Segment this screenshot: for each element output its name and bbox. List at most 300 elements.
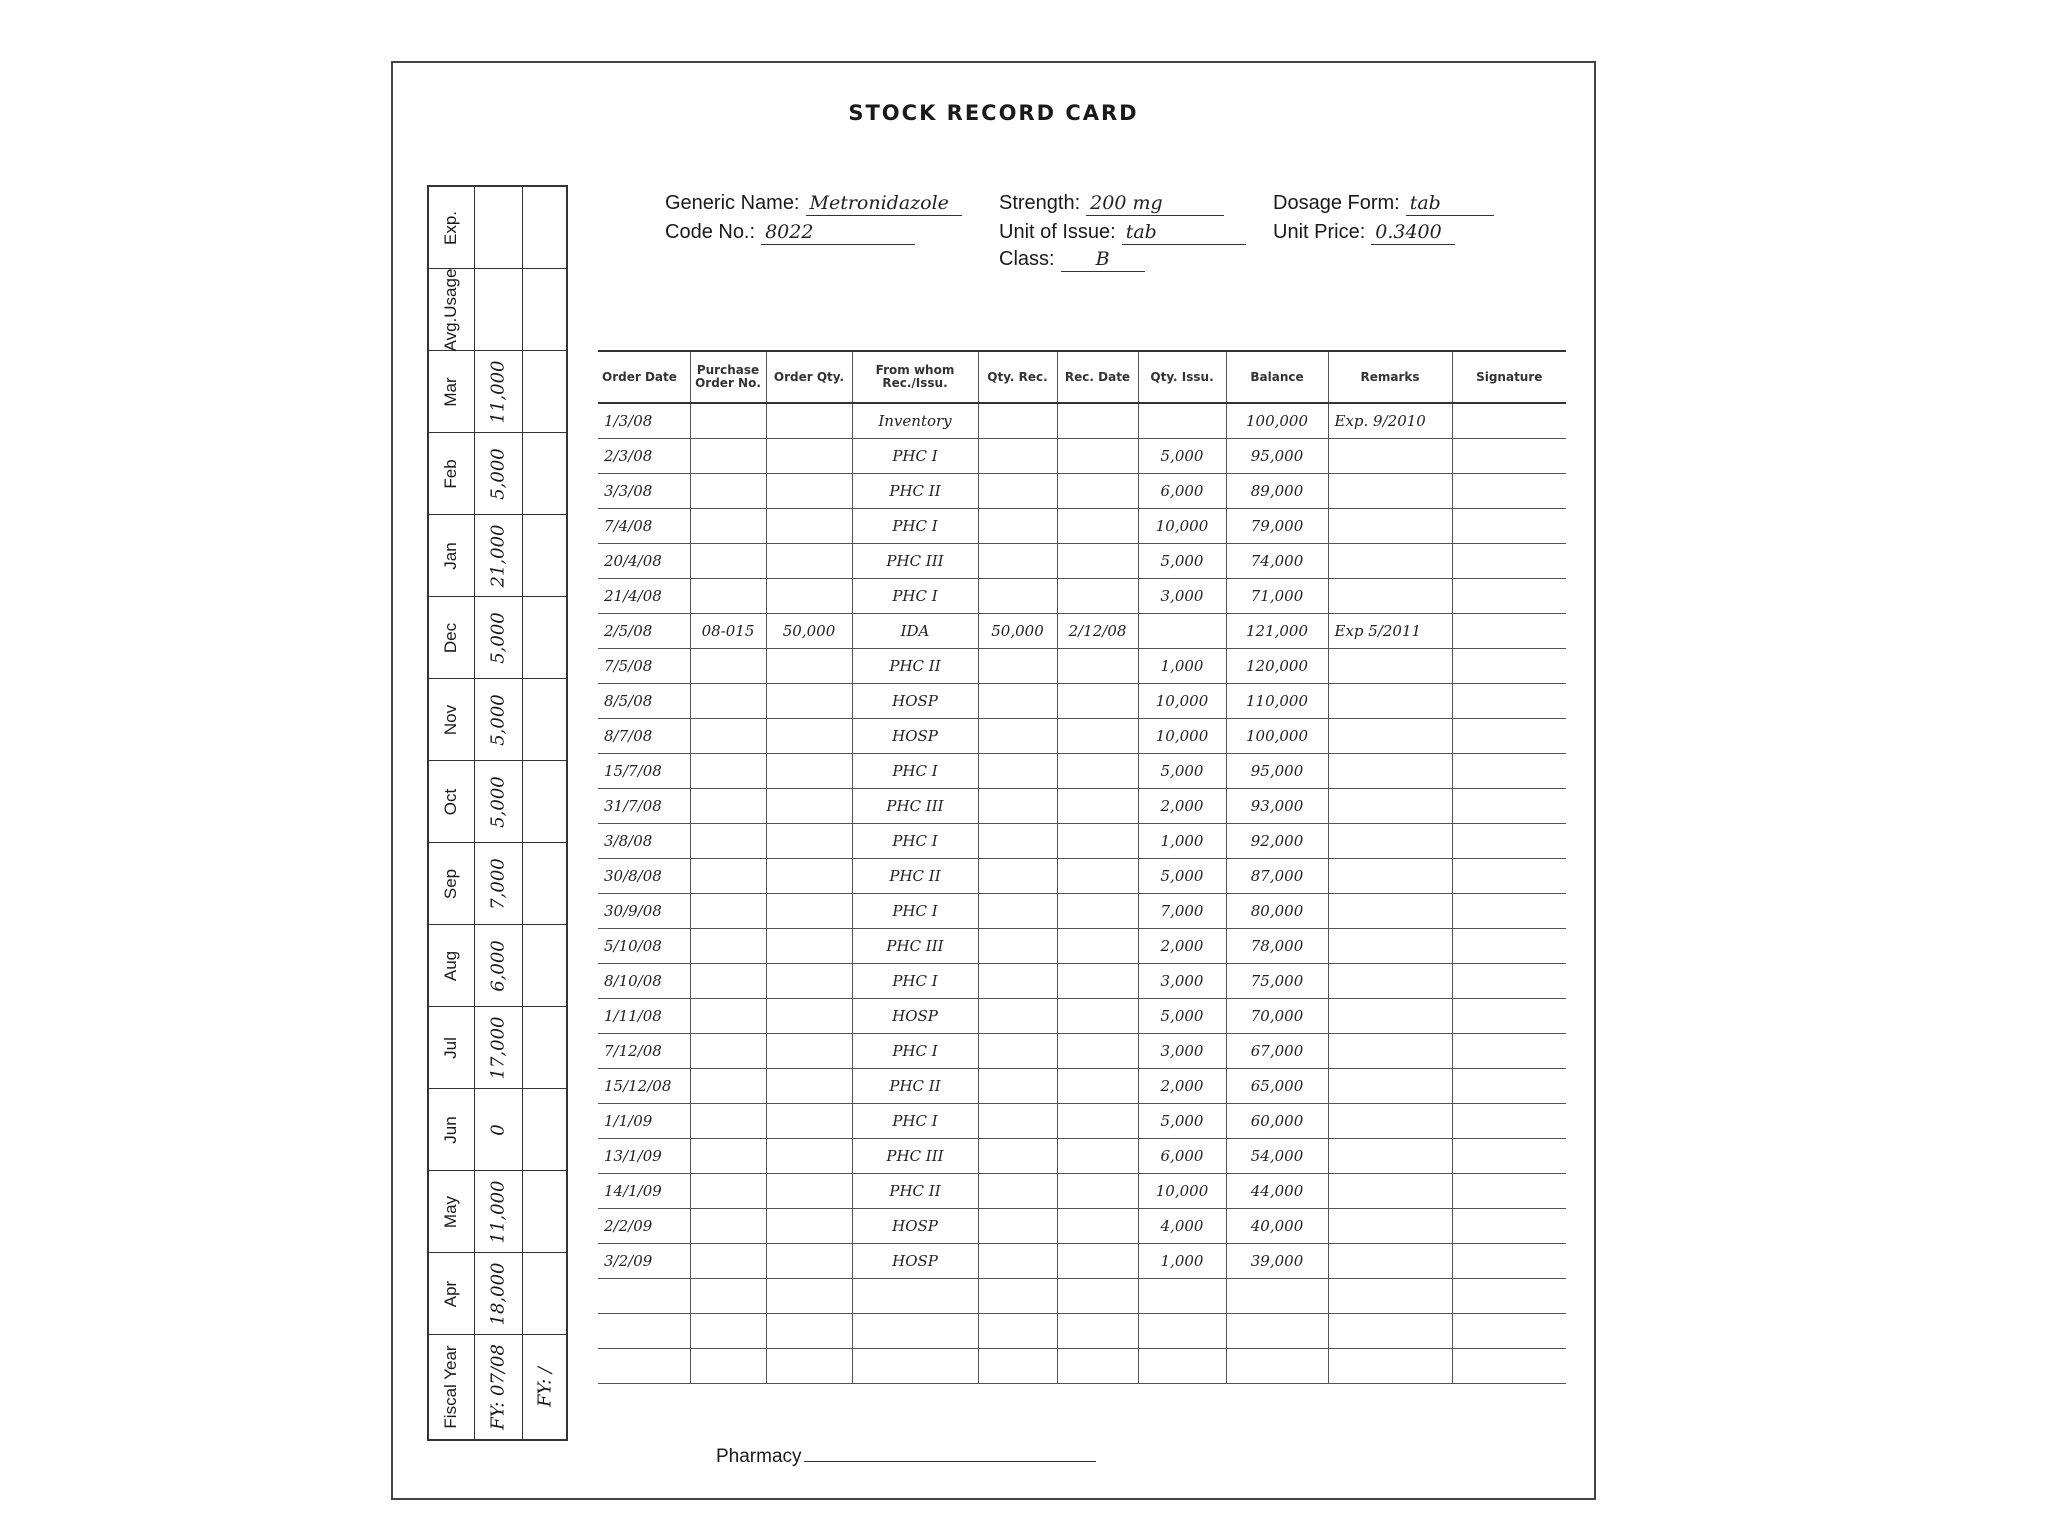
table-cell [1328, 999, 1452, 1034]
table-cell: 2,000 [1138, 929, 1226, 964]
strip-row [429, 1335, 566, 1439]
table-cell [1452, 754, 1566, 789]
table-cell [690, 509, 766, 544]
table-cell [690, 929, 766, 964]
table-cell [1328, 824, 1452, 859]
table-cell: 10,000 [1138, 684, 1226, 719]
strip-row-label: Jul [441, 1036, 460, 1059]
strip-row-value: 5,000 [487, 693, 509, 746]
unit-price-field [1273, 220, 1455, 245]
table-cell [1328, 544, 1452, 579]
table-cell: 2/2/09 [598, 1209, 690, 1244]
strip-row [429, 843, 566, 925]
table-cell: HOSP [852, 999, 978, 1034]
strip-row-value: 17,000 [487, 1016, 509, 1079]
table-row [598, 579, 1566, 614]
table-row [598, 403, 1566, 439]
table-cell [1452, 614, 1566, 649]
table-cell [1452, 859, 1566, 894]
generic-name-label: Generic Name: [665, 192, 800, 214]
table-cell [690, 999, 766, 1034]
table-cell [766, 964, 852, 999]
table-cell: 2,000 [1138, 1069, 1226, 1104]
table-cell [1452, 894, 1566, 929]
table-cell [1328, 1034, 1452, 1069]
code-no-field [665, 220, 915, 245]
table-cell: 1/3/08 [598, 403, 690, 439]
strip-row [429, 761, 566, 843]
strip-row [429, 1089, 566, 1171]
table-row [598, 1349, 1566, 1384]
table-cell: 87,000 [1226, 859, 1328, 894]
table-cell [1452, 474, 1566, 509]
table-cell [598, 1279, 690, 1314]
table-cell [1328, 754, 1452, 789]
table-cell [1057, 859, 1138, 894]
table-row [598, 1104, 1566, 1139]
strip-row [429, 597, 566, 679]
pharmacy-signature-line [804, 1443, 1096, 1462]
table-row [598, 1139, 1566, 1174]
table-cell [978, 1034, 1057, 1069]
table-cell: 60,000 [1226, 1104, 1328, 1139]
table-cell [1452, 1104, 1566, 1139]
table-cell [978, 964, 1057, 999]
table-cell: 3/8/08 [598, 824, 690, 859]
class-field [999, 247, 1145, 272]
table-cell: PHC II [852, 1174, 978, 1209]
dosage-form-label: Dosage Form: [1273, 192, 1400, 214]
table-cell [1452, 1279, 1566, 1314]
table-row [598, 1034, 1566, 1069]
table-cell [766, 789, 852, 824]
table-cell: 5,000 [1138, 754, 1226, 789]
table-cell: 6,000 [1138, 474, 1226, 509]
table-cell [1452, 1174, 1566, 1209]
table-cell [978, 403, 1057, 439]
table-cell [978, 894, 1057, 929]
table-cell: PHC I [852, 824, 978, 859]
column-header: Qty. Issu. [1138, 351, 1226, 403]
table-cell: 3/3/08 [598, 474, 690, 509]
table-cell [1452, 1209, 1566, 1244]
pharmacy-label: Pharmacy [716, 1446, 802, 1467]
dosage-form-value: tab [1406, 191, 1494, 216]
table-cell [1328, 1209, 1452, 1244]
column-header: Signature [1452, 351, 1566, 403]
table-cell [766, 1244, 852, 1279]
table-cell [1328, 1349, 1452, 1384]
table-cell [1057, 929, 1138, 964]
table-cell [766, 1139, 852, 1174]
table-cell: 3,000 [1138, 964, 1226, 999]
table-cell [1057, 1139, 1138, 1174]
table-cell [690, 894, 766, 929]
table-cell [690, 403, 766, 439]
table-cell [978, 1069, 1057, 1104]
ledger-body [598, 403, 1566, 1384]
table-cell: 21/4/08 [598, 579, 690, 614]
table-cell: 92,000 [1226, 824, 1328, 859]
table-cell: 65,000 [1226, 1069, 1328, 1104]
table-cell [978, 684, 1057, 719]
class-value: B [1061, 247, 1145, 272]
table-cell [978, 579, 1057, 614]
table-cell: PHC II [852, 859, 978, 894]
table-cell [1057, 964, 1138, 999]
strip-row-label: Dec [441, 622, 460, 653]
table-cell: 1,000 [1138, 649, 1226, 684]
table-cell [766, 929, 852, 964]
table-cell: 5,000 [1138, 859, 1226, 894]
dosage-form-field [1273, 191, 1494, 216]
table-cell [1057, 824, 1138, 859]
table-row [598, 1244, 1566, 1279]
table-cell: 30/8/08 [598, 859, 690, 894]
table-cell [766, 719, 852, 754]
table-row [598, 474, 1566, 509]
table-cell: 4,000 [1138, 1209, 1226, 1244]
table-cell: 5,000 [1138, 439, 1226, 474]
table-cell: PHC II [852, 1069, 978, 1104]
strip-row [429, 925, 566, 1007]
table-cell [690, 754, 766, 789]
table-row [598, 684, 1566, 719]
table-cell: 2/5/08 [598, 614, 690, 649]
table-row [598, 964, 1566, 999]
table-cell: 89,000 [1226, 474, 1328, 509]
table-cell: 3,000 [1138, 579, 1226, 614]
strip-row-label: Avg.Usage [441, 268, 460, 351]
table-cell: 120,000 [1226, 649, 1328, 684]
class-label: Class: [999, 248, 1055, 270]
table-cell: HOSP [852, 1209, 978, 1244]
table-cell: 20/4/08 [598, 544, 690, 579]
strip-row-label: Jan [441, 541, 460, 570]
table-cell [1328, 789, 1452, 824]
table-cell [978, 439, 1057, 474]
table-cell [978, 789, 1057, 824]
table-cell: 1,000 [1138, 824, 1226, 859]
column-header: Order Qty. [766, 351, 852, 403]
column-header: Rec. Date [1057, 351, 1138, 403]
table-cell: PHC I [852, 754, 978, 789]
table-cell [1452, 544, 1566, 579]
table-cell [690, 1069, 766, 1104]
table-cell [766, 439, 852, 474]
table-cell: 10,000 [1138, 719, 1226, 754]
table-row [598, 894, 1566, 929]
table-cell [1452, 789, 1566, 824]
table-cell: 5,000 [1138, 999, 1226, 1034]
strength-field [999, 191, 1224, 216]
table-cell [1057, 789, 1138, 824]
table-cell: HOSP [852, 1244, 978, 1279]
table-cell [1452, 929, 1566, 964]
table-cell [1452, 719, 1566, 754]
table-cell [1328, 579, 1452, 614]
table-row [598, 719, 1566, 754]
table-cell [1057, 1034, 1138, 1069]
strip-row-value: 21,000 [487, 524, 509, 587]
table-cell [690, 579, 766, 614]
table-cell [978, 999, 1057, 1034]
table-cell [1452, 1139, 1566, 1174]
ledger-header-row [598, 351, 1566, 403]
table-cell [1452, 684, 1566, 719]
table-cell: 70,000 [1226, 999, 1328, 1034]
column-header: Balance [1226, 351, 1328, 403]
table-cell [1057, 403, 1138, 439]
table-cell [690, 474, 766, 509]
strip-row-value: 7,000 [487, 857, 509, 910]
unit-of-issue-label: Unit of Issue: [999, 221, 1116, 243]
strip-row [429, 1007, 566, 1089]
table-row [598, 649, 1566, 684]
table-cell: 15/7/08 [598, 754, 690, 789]
strip-row-label: Apr [441, 1280, 460, 1307]
table-cell [1328, 649, 1452, 684]
strength-label: Strength: [999, 192, 1081, 214]
table-cell: 50,000 [766, 614, 852, 649]
table-cell [690, 1209, 766, 1244]
table-cell [1328, 509, 1452, 544]
table-cell [1328, 1244, 1452, 1279]
strip-row-value: 5,000 [487, 775, 509, 828]
table-cell [978, 754, 1057, 789]
strip-row-label: May [441, 1195, 460, 1228]
table-cell [766, 894, 852, 929]
table-cell: 80,000 [1226, 894, 1328, 929]
table-cell [1057, 649, 1138, 684]
table-row [598, 859, 1566, 894]
table-cell: PHC III [852, 544, 978, 579]
table-cell [690, 439, 766, 474]
table-cell [1057, 1314, 1138, 1349]
table-cell: 44,000 [1226, 1174, 1328, 1209]
table-row [598, 754, 1566, 789]
table-cell: 95,000 [1226, 439, 1328, 474]
column-header: Qty. Rec. [978, 351, 1057, 403]
table-cell [1452, 1069, 1566, 1104]
table-cell [1057, 1244, 1138, 1279]
table-cell [1226, 1314, 1328, 1349]
table-cell: 30/9/08 [598, 894, 690, 929]
strip-row-label: Sep [441, 868, 460, 899]
table-cell: 74,000 [1226, 544, 1328, 579]
strip-row-value-2: FY: / [534, 1367, 556, 1407]
table-cell [1057, 1174, 1138, 1209]
table-cell [690, 964, 766, 999]
table-cell [1057, 474, 1138, 509]
table-cell [690, 859, 766, 894]
strip-row-label: Fiscal Year [441, 1345, 460, 1429]
table-cell [1057, 544, 1138, 579]
table-cell [978, 1279, 1057, 1314]
table-cell [1328, 474, 1452, 509]
table-cell: 31/7/08 [598, 789, 690, 824]
table-cell [690, 789, 766, 824]
table-cell: 93,000 [1226, 789, 1328, 824]
table-cell: PHC I [852, 1104, 978, 1139]
table-cell: PHC I [852, 964, 978, 999]
table-cell: 54,000 [1226, 1139, 1328, 1174]
table-cell: HOSP [852, 684, 978, 719]
table-cell [1057, 1209, 1138, 1244]
table-row [598, 509, 1566, 544]
table-cell: 8/5/08 [598, 684, 690, 719]
table-cell: 6,000 [1138, 1139, 1226, 1174]
table-cell [978, 929, 1057, 964]
code-no-value: 8022 [761, 220, 915, 245]
table-cell [1328, 684, 1452, 719]
table-cell [1138, 1349, 1226, 1384]
table-cell [690, 1174, 766, 1209]
table-cell [766, 403, 852, 439]
table-cell [978, 1139, 1057, 1174]
table-cell [598, 1349, 690, 1384]
table-cell [690, 1244, 766, 1279]
table-cell: 100,000 [1226, 403, 1328, 439]
table-cell: 39,000 [1226, 1244, 1328, 1279]
strip-row-label: Mar [441, 376, 460, 407]
unit-price-value: 0.3400 [1371, 220, 1455, 245]
table-cell [1328, 1139, 1452, 1174]
table-cell [690, 1279, 766, 1314]
strip-row-value: 6,000 [487, 939, 509, 992]
table-cell [978, 859, 1057, 894]
table-cell [978, 1244, 1057, 1279]
table-cell [978, 649, 1057, 684]
table-cell [1057, 1069, 1138, 1104]
table-cell: 110,000 [1226, 684, 1328, 719]
table-row [598, 1279, 1566, 1314]
table-cell [1057, 999, 1138, 1034]
table-cell [1226, 1279, 1328, 1314]
table-cell: 5,000 [1138, 1104, 1226, 1139]
table-cell [598, 1314, 690, 1349]
table-cell: 15/12/08 [598, 1069, 690, 1104]
table-cell [978, 1174, 1057, 1209]
table-row [598, 1209, 1566, 1244]
table-cell: 8/10/08 [598, 964, 690, 999]
table-row [598, 439, 1566, 474]
table-cell [766, 999, 852, 1034]
table-cell: 2,000 [1138, 789, 1226, 824]
table-cell [766, 1069, 852, 1104]
unit-price-label: Unit Price: [1273, 221, 1366, 243]
strip-row [429, 433, 566, 515]
table-row [598, 1314, 1566, 1349]
strip-row-label: Exp. [441, 210, 460, 245]
stock-record-card [391, 61, 1596, 1500]
card-title: STOCK RECORD CARD [848, 101, 1139, 125]
table-cell: 7/4/08 [598, 509, 690, 544]
table-cell [766, 1104, 852, 1139]
strip-row-value: 18,000 [487, 1262, 509, 1325]
table-cell [1138, 1314, 1226, 1349]
table-cell [766, 1174, 852, 1209]
table-cell: PHC I [852, 894, 978, 929]
strip-row-value: 5,000 [487, 447, 509, 500]
table-cell: PHC I [852, 439, 978, 474]
table-cell: Exp 5/2011 [1328, 614, 1452, 649]
table-cell [1057, 684, 1138, 719]
table-cell [766, 684, 852, 719]
table-cell [766, 1034, 852, 1069]
table-cell [1452, 824, 1566, 859]
table-cell [1057, 1349, 1138, 1384]
column-header: Remarks [1328, 351, 1452, 403]
table-cell [978, 474, 1057, 509]
strip-row-label: Jun [441, 1115, 460, 1144]
table-cell [766, 1349, 852, 1384]
table-cell [690, 684, 766, 719]
table-cell: 79,000 [1226, 509, 1328, 544]
table-cell: 5,000 [1138, 544, 1226, 579]
table-cell: PHC I [852, 1034, 978, 1069]
table-cell: HOSP [852, 719, 978, 754]
table-cell [1452, 649, 1566, 684]
table-cell [766, 649, 852, 684]
table-cell [1452, 509, 1566, 544]
strip-row-value: 11,000 [487, 1180, 509, 1243]
table-cell [852, 1279, 978, 1314]
stock-ledger-table [598, 350, 1566, 1384]
table-cell: PHC III [852, 1139, 978, 1174]
table-cell [690, 1034, 766, 1069]
table-cell: 7/5/08 [598, 649, 690, 684]
table-cell: 40,000 [1226, 1209, 1328, 1244]
unit-of-issue-field [999, 220, 1246, 245]
strength-value: 200 mg [1086, 191, 1224, 216]
table-cell [978, 719, 1057, 754]
strip-row-label: Nov [441, 704, 460, 735]
table-cell: 3,000 [1138, 1034, 1226, 1069]
table-cell: 2/12/08 [1057, 614, 1138, 649]
table-cell: 75,000 [1226, 964, 1328, 999]
unit-of-issue-value: tab [1122, 220, 1246, 245]
table-cell: 10,000 [1138, 1174, 1226, 1209]
strip-row-value: 0 [487, 1123, 509, 1136]
table-cell [1328, 929, 1452, 964]
table-cell [978, 1314, 1057, 1349]
table-cell [1452, 1314, 1566, 1349]
table-cell: 95,000 [1226, 754, 1328, 789]
table-cell [1138, 1279, 1226, 1314]
table-cell [766, 754, 852, 789]
table-row [598, 1174, 1566, 1209]
table-cell [690, 544, 766, 579]
table-cell [690, 719, 766, 754]
table-cell [766, 1314, 852, 1349]
strip-row-label: Oct [441, 788, 460, 815]
table-cell: 1/1/09 [598, 1104, 690, 1139]
table-cell: 1,000 [1138, 1244, 1226, 1279]
table-cell [1328, 964, 1452, 999]
strip-row [429, 515, 566, 597]
table-cell: 13/1/09 [598, 1139, 690, 1174]
table-row [598, 544, 1566, 579]
strip-row-value: 5,000 [487, 611, 509, 664]
table-cell [1138, 403, 1226, 439]
column-header: From whom Rec./Issu. [852, 351, 978, 403]
table-cell [1452, 403, 1566, 439]
table-cell [978, 1104, 1057, 1139]
table-cell: 1/11/08 [598, 999, 690, 1034]
table-cell [766, 859, 852, 894]
table-cell: Inventory [852, 403, 978, 439]
